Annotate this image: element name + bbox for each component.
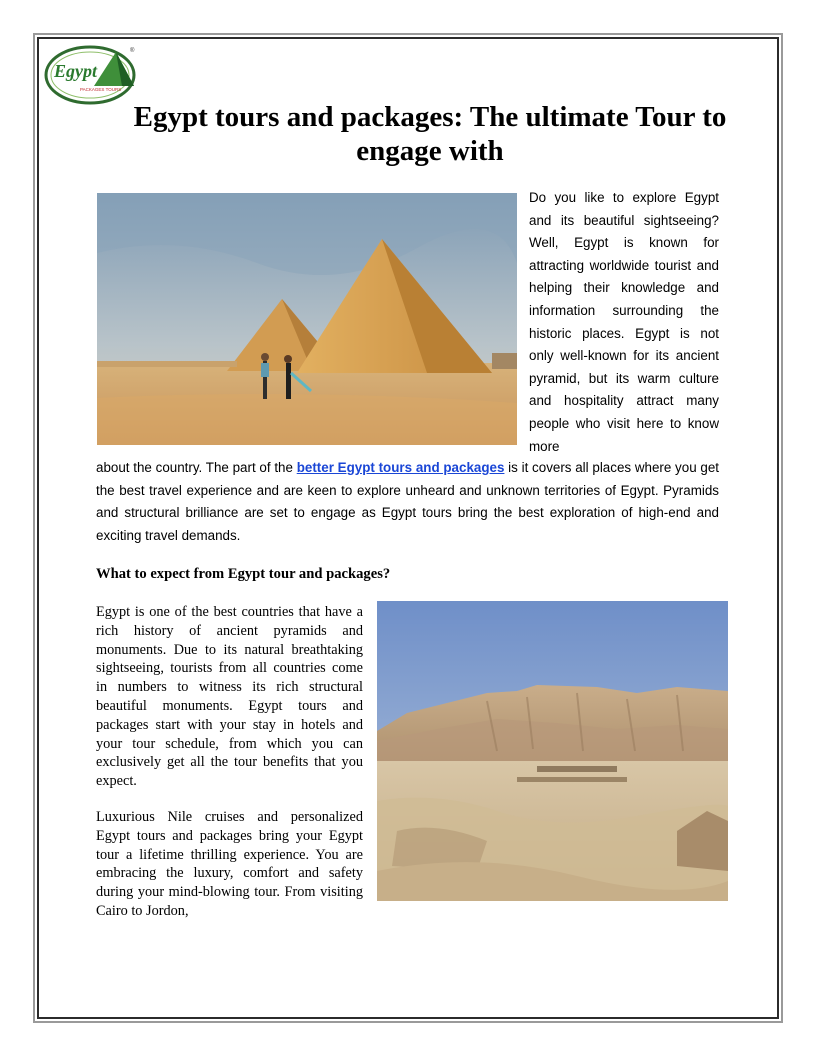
section-heading: What to expect from Egypt tour and packages? <box>96 566 391 582</box>
section-paragraph-1: Egypt is one of the best countries that have a rich history of ancient pyramids and monuments. Due to its natural breathtaking sightseeing, tourists from all countries come in numbers to witness its rich structural beautiful monuments. Egypt tours and packages start with your stay in hotels and your tour schedule, from which you can exclusively get all the tour benefits that you expect. <box>96 604 363 790</box>
egypt-tours-link[interactable]: better Egypt tours and packages <box>296 460 505 475</box>
logo-registered-mark: ® <box>130 48 135 54</box>
logo-wordmark: Egypt <box>54 61 97 81</box>
intro-text-before-link: about the country. The part of the <box>96 460 297 475</box>
intro-continuation-paragraph <box>96 457 719 547</box>
page-title: Egypt tours and packages: The ultimate Tour to engage with <box>133 101 727 167</box>
egypt-logo <box>44 44 140 106</box>
desert-cliffs-photo <box>377 601 728 901</box>
section-paragraph-2: Luxurious Nile cruises and personalized Egypt tours and packages bring your Egypt tour a lifetime thrilling experience. You are embracing the luxury, comfort and safety during your mind-blowing tour. From visiting Cairo to Jordon, <box>96 809 363 919</box>
intro-right-paragraph: Do you like to explore Egypt and its beautiful sightseeing? Well, Egypt is known for attracting worldwide tourist and helping their knowledge and information surrounding the historic places. Egypt is not only well-known for its ancient pyramid, but its warm culture and hospitality attract many people who visit here to know more <box>529 190 719 454</box>
logo-tagline: PACKAGES TOURS <box>80 87 122 92</box>
intro-text-after-link: is it covers all places where you get the best travel experience and are keen to explore unheard and unknown territories of Egypt. Pyramids and structural brilliance are set to engage as Egypt tours bring the best exploration of high-end and exciting travel demands. <box>96 460 720 543</box>
pyramids-photo <box>97 193 517 445</box>
